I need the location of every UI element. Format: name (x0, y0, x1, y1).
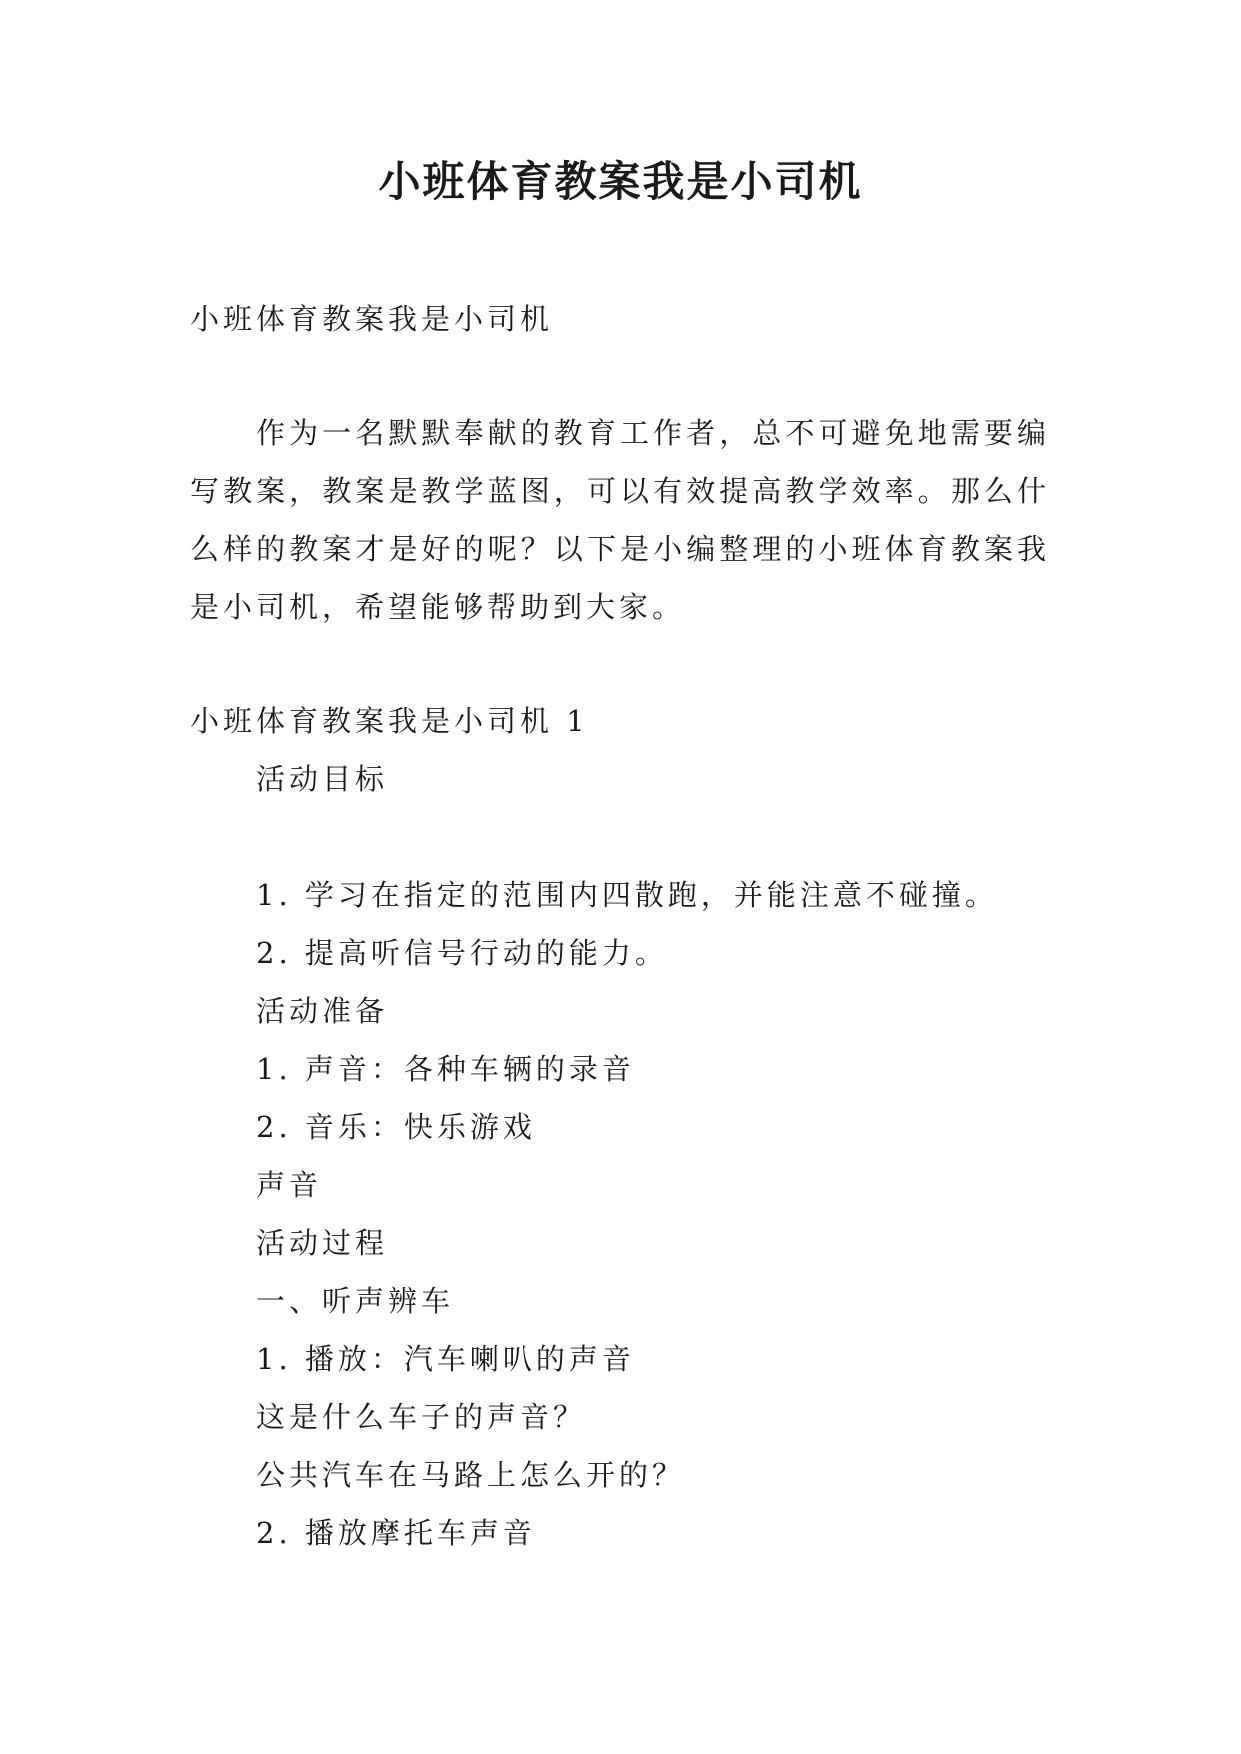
intro-paragraph: 作为一名默默奉献的教育工作者，总不可避免地需要编写教案，教案是教学蓝图，可以有效提高教学效率。那么什么样的教案才是好的呢？以下是小编整理的小班体育教案我是小司机，希望能够帮助到大家。 (190, 416, 1050, 624)
heading-activity-process: 活动过程 (256, 1226, 389, 1260)
heading-activity-preparation: 活动准备 (256, 994, 389, 1028)
heading-activity-goals: 活动目标 (256, 762, 389, 796)
process-question-2: 公共汽车在马路上怎么开的？ (256, 1458, 686, 1492)
document-subtitle: 小班体育教案我是小司机 (190, 302, 554, 336)
document-title: 小班体育教案我是小司机 (378, 157, 863, 206)
preparation-note: 声音 (256, 1168, 323, 1202)
process-item-2: 2. 播放摩托车声音 (256, 1516, 536, 1550)
process-item-1: 1. 播放：汽车喇叭的声音 (256, 1342, 635, 1376)
preparation-item-1: 1. 声音：各种车辆的录音 (256, 1052, 635, 1086)
goal-item-2: 2. 提高听信号行动的能力。 (256, 936, 668, 970)
process-step-heading: 一、听声辨车 (256, 1284, 455, 1318)
process-question-1: 这是什么车子的声音？ (256, 1400, 587, 1434)
section-heading: 小班体育教案我是小司机 1 (190, 704, 589, 738)
preparation-item-2: 2. 音乐：快乐游戏 (256, 1110, 536, 1144)
document-body (190, 290, 1050, 1562)
goal-item-1: 1. 学习在指定的范围内四散跑，并能注意不碰撞。 (256, 878, 998, 912)
